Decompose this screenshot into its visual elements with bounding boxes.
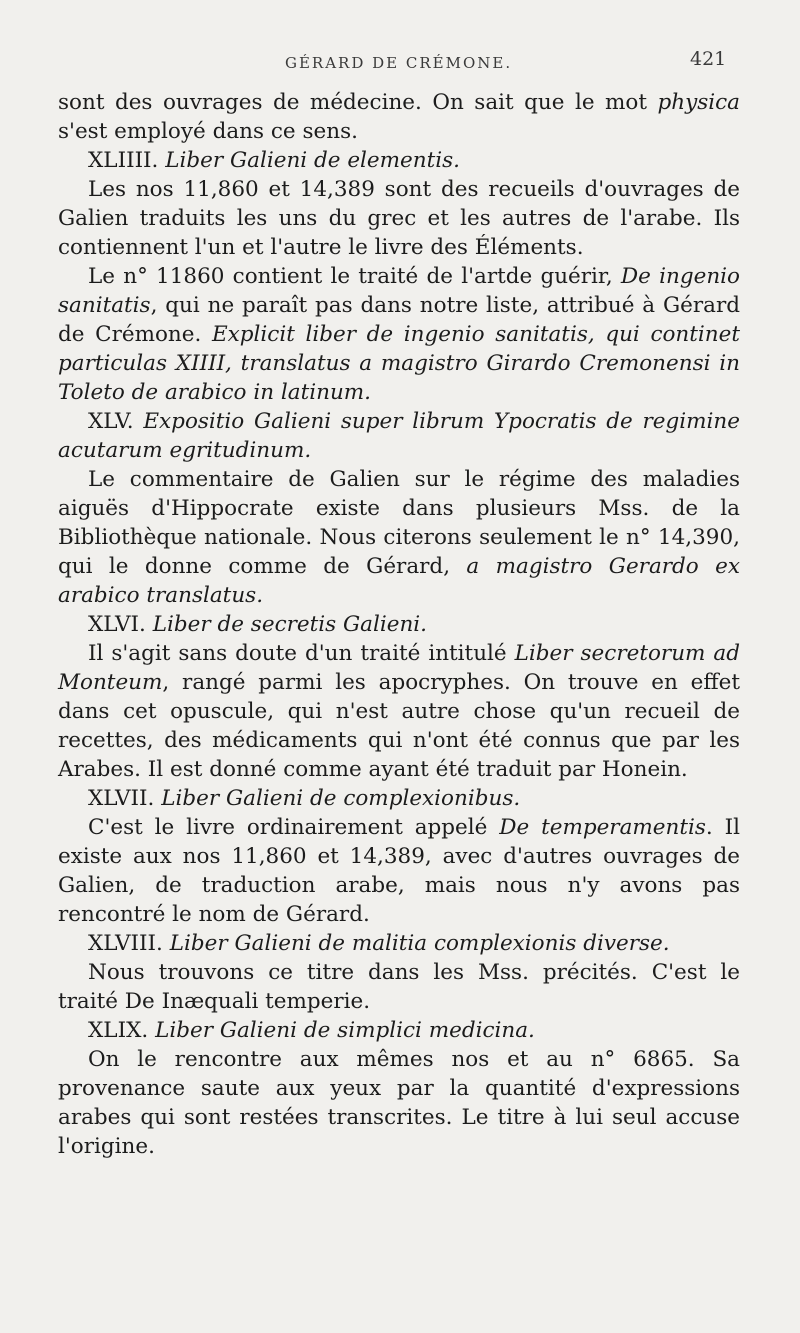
section-heading [58, 146, 740, 175]
italic-text: De ingenio sanitatis [58, 264, 740, 318]
text-run: Le n° 11860 contient le traité de l'artde guérir, [88, 264, 621, 289]
section-heading [58, 784, 740, 813]
paragraph [58, 813, 740, 929]
italic-text: Liber Galieni de complexionibus. [161, 786, 521, 811]
text-run: , rangé parmi les apocryphes. On trouve en effet dans cet opuscule, qui n'est autre chose qu'un recueil de recettes, des médicaments qui n'ont été connus que par les Arabes. Il est donné comme ayant été traduit par Honein. [58, 670, 740, 782]
text-run: XLV. [88, 409, 144, 434]
section-heading [58, 929, 740, 958]
running-title: GÉRARD DE CRÉMONE. [285, 54, 513, 72]
text-run: XLVII. [88, 786, 162, 811]
paragraph [58, 88, 740, 146]
paragraph [58, 1045, 740, 1161]
text-run: Nous trouvons ce titre dans les Mss. précités. C'est le traité De Inæquali temperie. [58, 960, 740, 1014]
text-run: Les nos 11,860 et 14,389 sont des recueils d'ouvrages de Galien traduits les uns du grec et les autres de l'arabe. Ils contiennent l'un et l'autre le livre des Éléments. [58, 177, 740, 260]
section-heading [58, 1016, 740, 1045]
section-heading [58, 610, 740, 639]
italic-text: physica [657, 90, 740, 115]
text-run: XLVIII. [88, 931, 170, 956]
italic-text: Expositio Galieni super librum Ypocratis de regimine acutarum egritudinum. [58, 409, 740, 463]
italic-text: Liber de secretis Galieni. [152, 612, 428, 637]
text-run: . Il existe aux nos 11,860 et 14,389, avec d'autres ouvrages de Galien, de traduction arabe, mais nous n'y avons pas rencontré le nom de Gérard. [58, 815, 740, 927]
text-run: s'est employé dans ce sens. [58, 119, 358, 144]
text-run: Le commentaire de Galien sur le régime des maladies aiguës d'Hippocrate existe dans plusieurs Mss. de la Bibliothèque nationale. Nous citerons seulement le n° 14,390, qui le donne comme de Gérard, [58, 467, 740, 579]
text-run: Il s'agit sans doute d'un traité intitulé [88, 641, 515, 666]
italic-text: Liber Galieni de elementis. [165, 148, 460, 173]
paragraph [58, 958, 740, 1016]
text-run: XLIIII. [88, 148, 166, 173]
italic-text: Liber Galieni de malitia complexionis diverse. [169, 931, 670, 956]
paragraph [58, 175, 740, 262]
page-header [0, 48, 800, 78]
section-heading [58, 407, 740, 465]
text-run: On le rencontre aux mêmes nos et au n° 6865. Sa provenance saute aux yeux par la quantité d'expressions arabes qui sont restées transcrites. Le titre à lui seul accuse l'origine. [58, 1047, 740, 1159]
text-run: , qui ne paraît pas dans notre liste, attribué à Gérard de Crémone. [58, 293, 740, 347]
text-run: sont des ouvrages de médecine. On sait que le mot [58, 90, 658, 115]
body-text [58, 88, 740, 1161]
italic-text: Liber Galieni de simplici medicina. [155, 1018, 535, 1043]
paragraph [58, 262, 740, 407]
page-number: 421 [690, 48, 727, 70]
italic-text: a magistro Gerardo ex arabico translatus. [58, 554, 740, 608]
italic-text: Explicit liber de ingenio sanitatis, qui continet particulas XIIII, translatus a magistro Girardo Cremonensi in Toleto de arabico in latinum. [58, 322, 740, 405]
italic-text: De temperamentis [499, 815, 706, 840]
italic-text: Liber secretorum ad Monteum [58, 641, 740, 695]
text-run: XLIX. [88, 1018, 156, 1043]
paragraph [58, 465, 740, 610]
text-run: C'est le livre ordinairement appelé [88, 815, 500, 840]
paragraph [58, 639, 740, 784]
text-run: XLVI. [88, 612, 153, 637]
